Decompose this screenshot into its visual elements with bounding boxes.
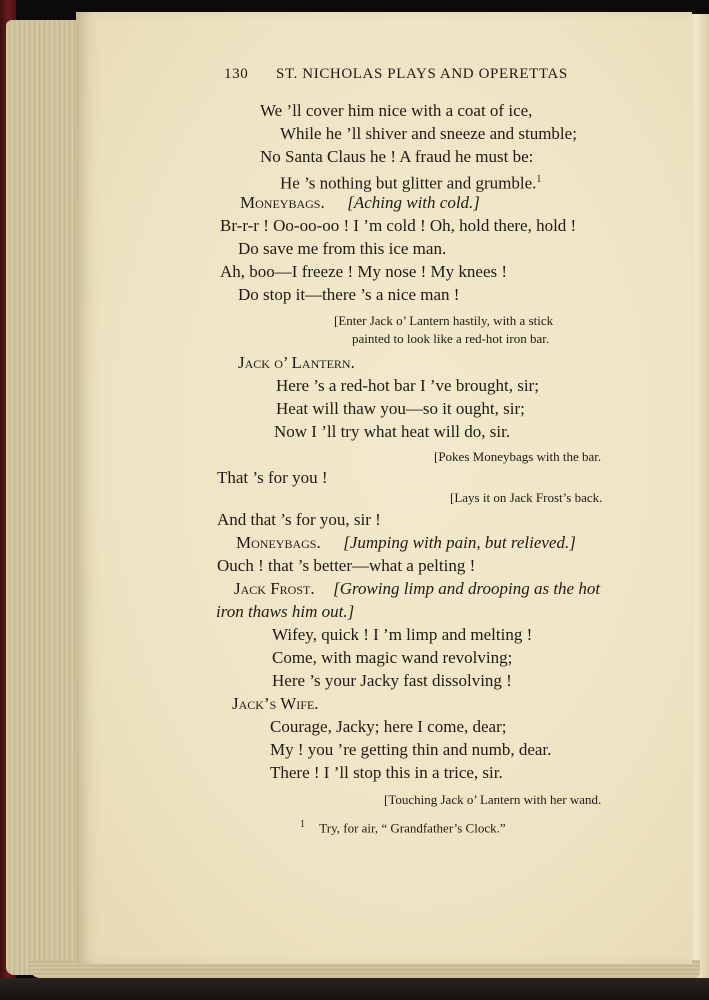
verse-line: Come, with magic wand revolving; [272,648,513,667]
stage-direction: painted to look like a red-hot iron bar. [352,331,550,346]
verse-line: Wifey, quick ! I ’m limp and melting ! [272,625,533,644]
page-stack-left [6,20,86,975]
verse-line: Ouch ! that ’s better—what a pelting ! [217,556,476,575]
stage-direction: [Jumping with pain, but relieved.] [343,533,576,552]
speaker-line [236,533,576,553]
footnote-marker: 1 [300,819,305,830]
verse-line: Here ’s a red-hot bar I ’ve brought, sir; [276,376,539,395]
speaker-line [234,579,600,599]
footnote-text: Try, for air, “ Grandfather’s Clock.” [319,820,506,836]
stage-direction: [Enter Jack o’ Lantern hastily, with a stick [334,313,554,328]
stage-direction: [Touching Jack o’ Lantern with her wand. [384,792,602,807]
speaker-name: Jack’s Wife. [232,694,319,713]
speaker-name: Jack o’ Lantern. [238,353,355,372]
verse-line [280,170,541,194]
verse-line: That ’s for you ! [217,468,328,487]
book-page [76,12,692,964]
verse-line: Now I ’ll try what heat will do, sir. [274,422,511,441]
verse-line: No Santa Claus he ! A fraud he must be: [260,147,534,166]
verse-line: Courage, Jacky; here I come, dear; [270,717,507,736]
verse-line: There ! I ’ll stop this in a trice, sir. [270,763,503,782]
stage-direction: [Pokes Moneybags with the bar. [434,449,602,464]
verse-line: Do save me from this ice man. [238,239,447,258]
verse-line: Do stop it—there ’s a nice man ! [238,285,460,304]
running-title: ST. NICHOLAS PLAYS AND OPERETTAS [276,66,568,82]
verse-line: We ’ll cover him nice with a coat of ice, [260,101,533,120]
verse-line: My ! you ’re getting thin and numb, dear. [270,740,552,759]
verse-line: Heat will thaw you—so it ought, sir; [276,399,525,418]
speaker-name: Moneybags. [236,533,321,552]
speaker-name: Jack Frost. [234,579,315,598]
footnote-ref: 1 [536,174,542,185]
book-cover-bottom [0,978,709,1000]
speaker-line [240,193,480,213]
verse-line: And that ’s for you, sir ! [217,510,381,529]
verse-line: While he ’ll shiver and sneeze and stumble; [280,124,577,143]
stage-direction: [Aching with cold.] [347,193,480,212]
stage-direction: [Lays it on Jack Frost’s back. [450,490,603,505]
verse-line: Ah, boo—I freeze ! My nose ! My knees ! [220,262,508,281]
speaker-name: Moneybags. [240,193,325,212]
verse-line: Br-r-r ! Oo-oo-oo ! I ’m cold ! Oh, hold there, hold ! [220,216,577,235]
verse-line: Here ’s your Jacky fast dissolving ! [272,671,512,690]
stage-direction: [Growing limp and drooping as the hot [333,579,601,598]
page-number: 130 [224,66,249,82]
footnote [300,817,506,836]
verse-text: He ’s nothing but glitter and grumble. [280,173,537,193]
stage-direction: iron thaws him out.] [216,602,355,621]
